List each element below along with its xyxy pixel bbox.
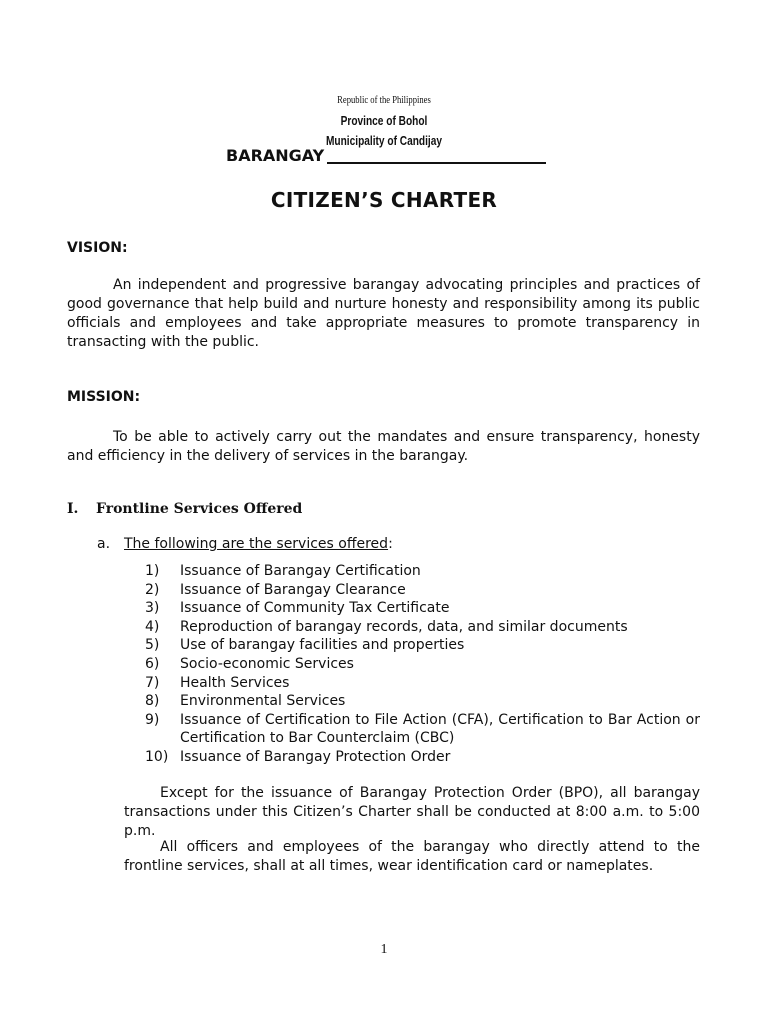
- list-item-text: Environmental Services: [180, 693, 346, 710]
- list-item-number: 5): [145, 637, 160, 654]
- list-item: [145, 562, 700, 581]
- list-item-text: Reproduction of barangay records, data, and similar documents: [180, 618, 628, 635]
- list-item: [145, 618, 700, 637]
- vision-heading: VISION:: [67, 240, 128, 256]
- list-item-number: 9): [145, 711, 160, 728]
- list-item: [145, 674, 700, 693]
- list-item-number: 3): [145, 600, 160, 617]
- list-item: [145, 581, 700, 600]
- barangay-label: BARANGAY: [226, 146, 325, 165]
- vision-text: An independent and progressive barangay advocating principles and practices of good governance that help build and nurture honesty and responsibility among its public officials and employees and take appropriate measures to promote transparency in transacting with the public.: [67, 277, 700, 350]
- hours-text: Except for the issuance of Barangay Protection Order (BPO), all barangay transactions under this Citizen’s Charter shall be conducted at 8:00 a.m. to 5:00 p.m.: [124, 785, 700, 839]
- list-item-text: Issuance of Community Tax Certificate: [180, 600, 450, 617]
- list-item: [145, 692, 700, 711]
- services-intro: [97, 536, 393, 552]
- list-item: [145, 748, 700, 767]
- list-item-text: Health Services: [180, 674, 290, 691]
- list-item: [145, 655, 700, 674]
- list-item-number: 6): [145, 655, 160, 672]
- list-item: [145, 711, 700, 748]
- mission-paragraph: [67, 428, 700, 466]
- list-item-text: Issuance of Barangay Certification: [180, 563, 421, 579]
- list-item: [145, 636, 700, 655]
- services-intro-text: The following are the services offered: [124, 536, 389, 552]
- services-list: [145, 562, 700, 767]
- list-item-number: 10): [145, 748, 169, 765]
- vision-paragraph: [67, 276, 700, 352]
- list-item-number: 2): [145, 581, 160, 598]
- barangay-name-blank: [327, 162, 546, 164]
- section-heading: [67, 501, 302, 517]
- list-item-number: 1): [145, 563, 160, 579]
- hours-paragraph: [124, 784, 700, 841]
- page-number: 1: [380, 942, 388, 957]
- list-item-text: Issuance of Barangay Protection Order: [180, 748, 451, 765]
- mission-heading: MISSION:: [67, 389, 141, 405]
- mission-text: To be able to actively carry out the mandates and ensure transparency, honesty and efficiency in the delivery of services in the barangay.: [67, 429, 700, 464]
- sub-letter: a.: [97, 536, 111, 552]
- header-republic: Republic of the Philippines: [337, 94, 431, 106]
- list-item-text: Socio-economic Services: [180, 655, 354, 672]
- list-item-number: 4): [145, 618, 160, 635]
- id-paragraph: [124, 838, 700, 876]
- list-item-number: 8): [145, 693, 160, 710]
- list-item-text: Use of barangay facilities and properties: [180, 637, 465, 654]
- list-item-text: Issuance of Certification to File Action (CFA), Certification to Bar Action or Certification to Bar Counterclaim (CBC): [180, 711, 700, 747]
- list-item-number: 7): [145, 674, 160, 691]
- id-text: All officers and employees of the barangay who directly attend to the frontline services, shall at all times, wear identification card or nameplates.: [124, 839, 700, 874]
- list-item: [145, 599, 700, 618]
- section-number: I.: [67, 501, 79, 517]
- list-item-text: Issuance of Barangay Clearance: [180, 581, 406, 598]
- services-intro-colon: :: [388, 536, 393, 552]
- header-province: Province of Bohol: [340, 113, 428, 128]
- header-municipality: Municipality of Candijay: [325, 133, 443, 148]
- section-title: Frontline Services Offered: [96, 501, 303, 517]
- page-title: CITIZEN’S CHARTER: [270, 188, 498, 212]
